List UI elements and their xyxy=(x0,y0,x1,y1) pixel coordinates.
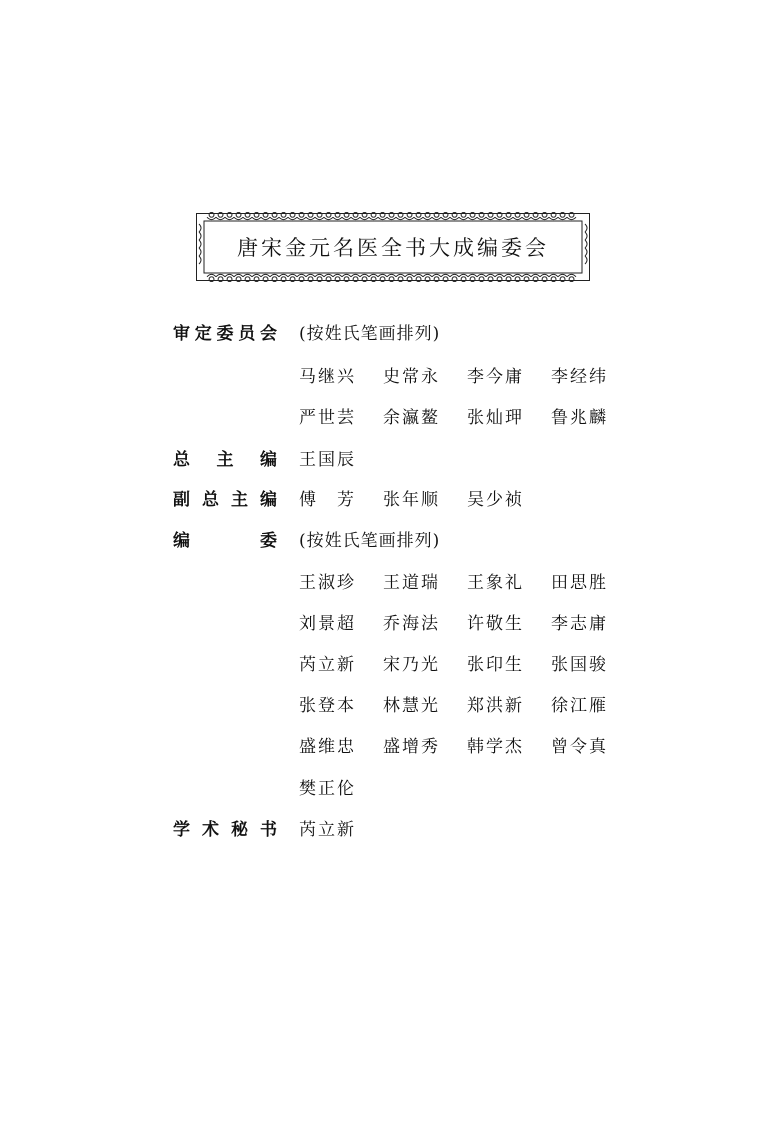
member-name: 王国辰 xyxy=(299,450,356,470)
member-name: 宋乃光 xyxy=(383,655,440,675)
member-name: 余瀛鳌 xyxy=(383,408,440,428)
member-name: 郑洪新 xyxy=(467,696,524,716)
member-name: 傅 芳 xyxy=(299,490,356,510)
ordering-note: (按姓氏笔画排列) xyxy=(299,324,441,344)
review-committee-label: 审 定 委 员 会 xyxy=(173,324,277,344)
page-title: 唐宋金元名医全书大成编委会 xyxy=(237,236,549,260)
member-name: 李经纬 xyxy=(551,367,608,387)
member-name: 王道瑞 xyxy=(383,573,440,593)
chief-editor-label: 总 主 编 xyxy=(173,450,277,470)
member-name: 马继兴 xyxy=(299,367,356,387)
member-name: 芮立新 xyxy=(299,820,356,840)
member-name: 张印生 xyxy=(467,655,524,675)
member-name: 史常永 xyxy=(383,367,440,387)
member-name: 徐江雁 xyxy=(551,696,608,716)
member-name: 刘景超 xyxy=(299,614,356,634)
member-name: 严世芸 xyxy=(299,408,356,428)
title-frame xyxy=(195,212,591,282)
member-name: 张登本 xyxy=(299,696,356,716)
member-name: 张灿玾 xyxy=(467,408,524,428)
member-name: 樊正伦 xyxy=(299,779,356,799)
member-name: 田思胜 xyxy=(551,573,608,593)
ordering-note: (按姓氏笔画排列) xyxy=(299,531,441,551)
academic-secretary-label: 学 术 秘 书 xyxy=(173,820,277,840)
member-name: 乔海法 xyxy=(383,614,440,634)
editorial-board-label: 编 委 xyxy=(173,531,277,551)
member-name: 盛增秀 xyxy=(383,737,440,757)
member-name: 李志庸 xyxy=(551,614,608,634)
member-name: 林慧光 xyxy=(383,696,440,716)
member-name: 许敬生 xyxy=(467,614,524,634)
member-name: 王淑珍 xyxy=(299,573,356,593)
member-name: 张国骏 xyxy=(551,655,608,675)
member-name: 王象礼 xyxy=(467,573,524,593)
member-name: 张年顺 xyxy=(383,490,440,510)
member-name: 鲁兆麟 xyxy=(551,408,608,428)
deputy-chief-editor-label: 副 总 主 编 xyxy=(173,490,277,510)
member-name: 韩学杰 xyxy=(467,737,524,757)
member-name: 曾令真 xyxy=(551,737,608,757)
member-name: 芮立新 xyxy=(299,655,356,675)
member-name: 盛维忠 xyxy=(299,737,356,757)
member-name: 吴少祯 xyxy=(467,490,524,510)
member-name: 李今庸 xyxy=(467,367,524,387)
